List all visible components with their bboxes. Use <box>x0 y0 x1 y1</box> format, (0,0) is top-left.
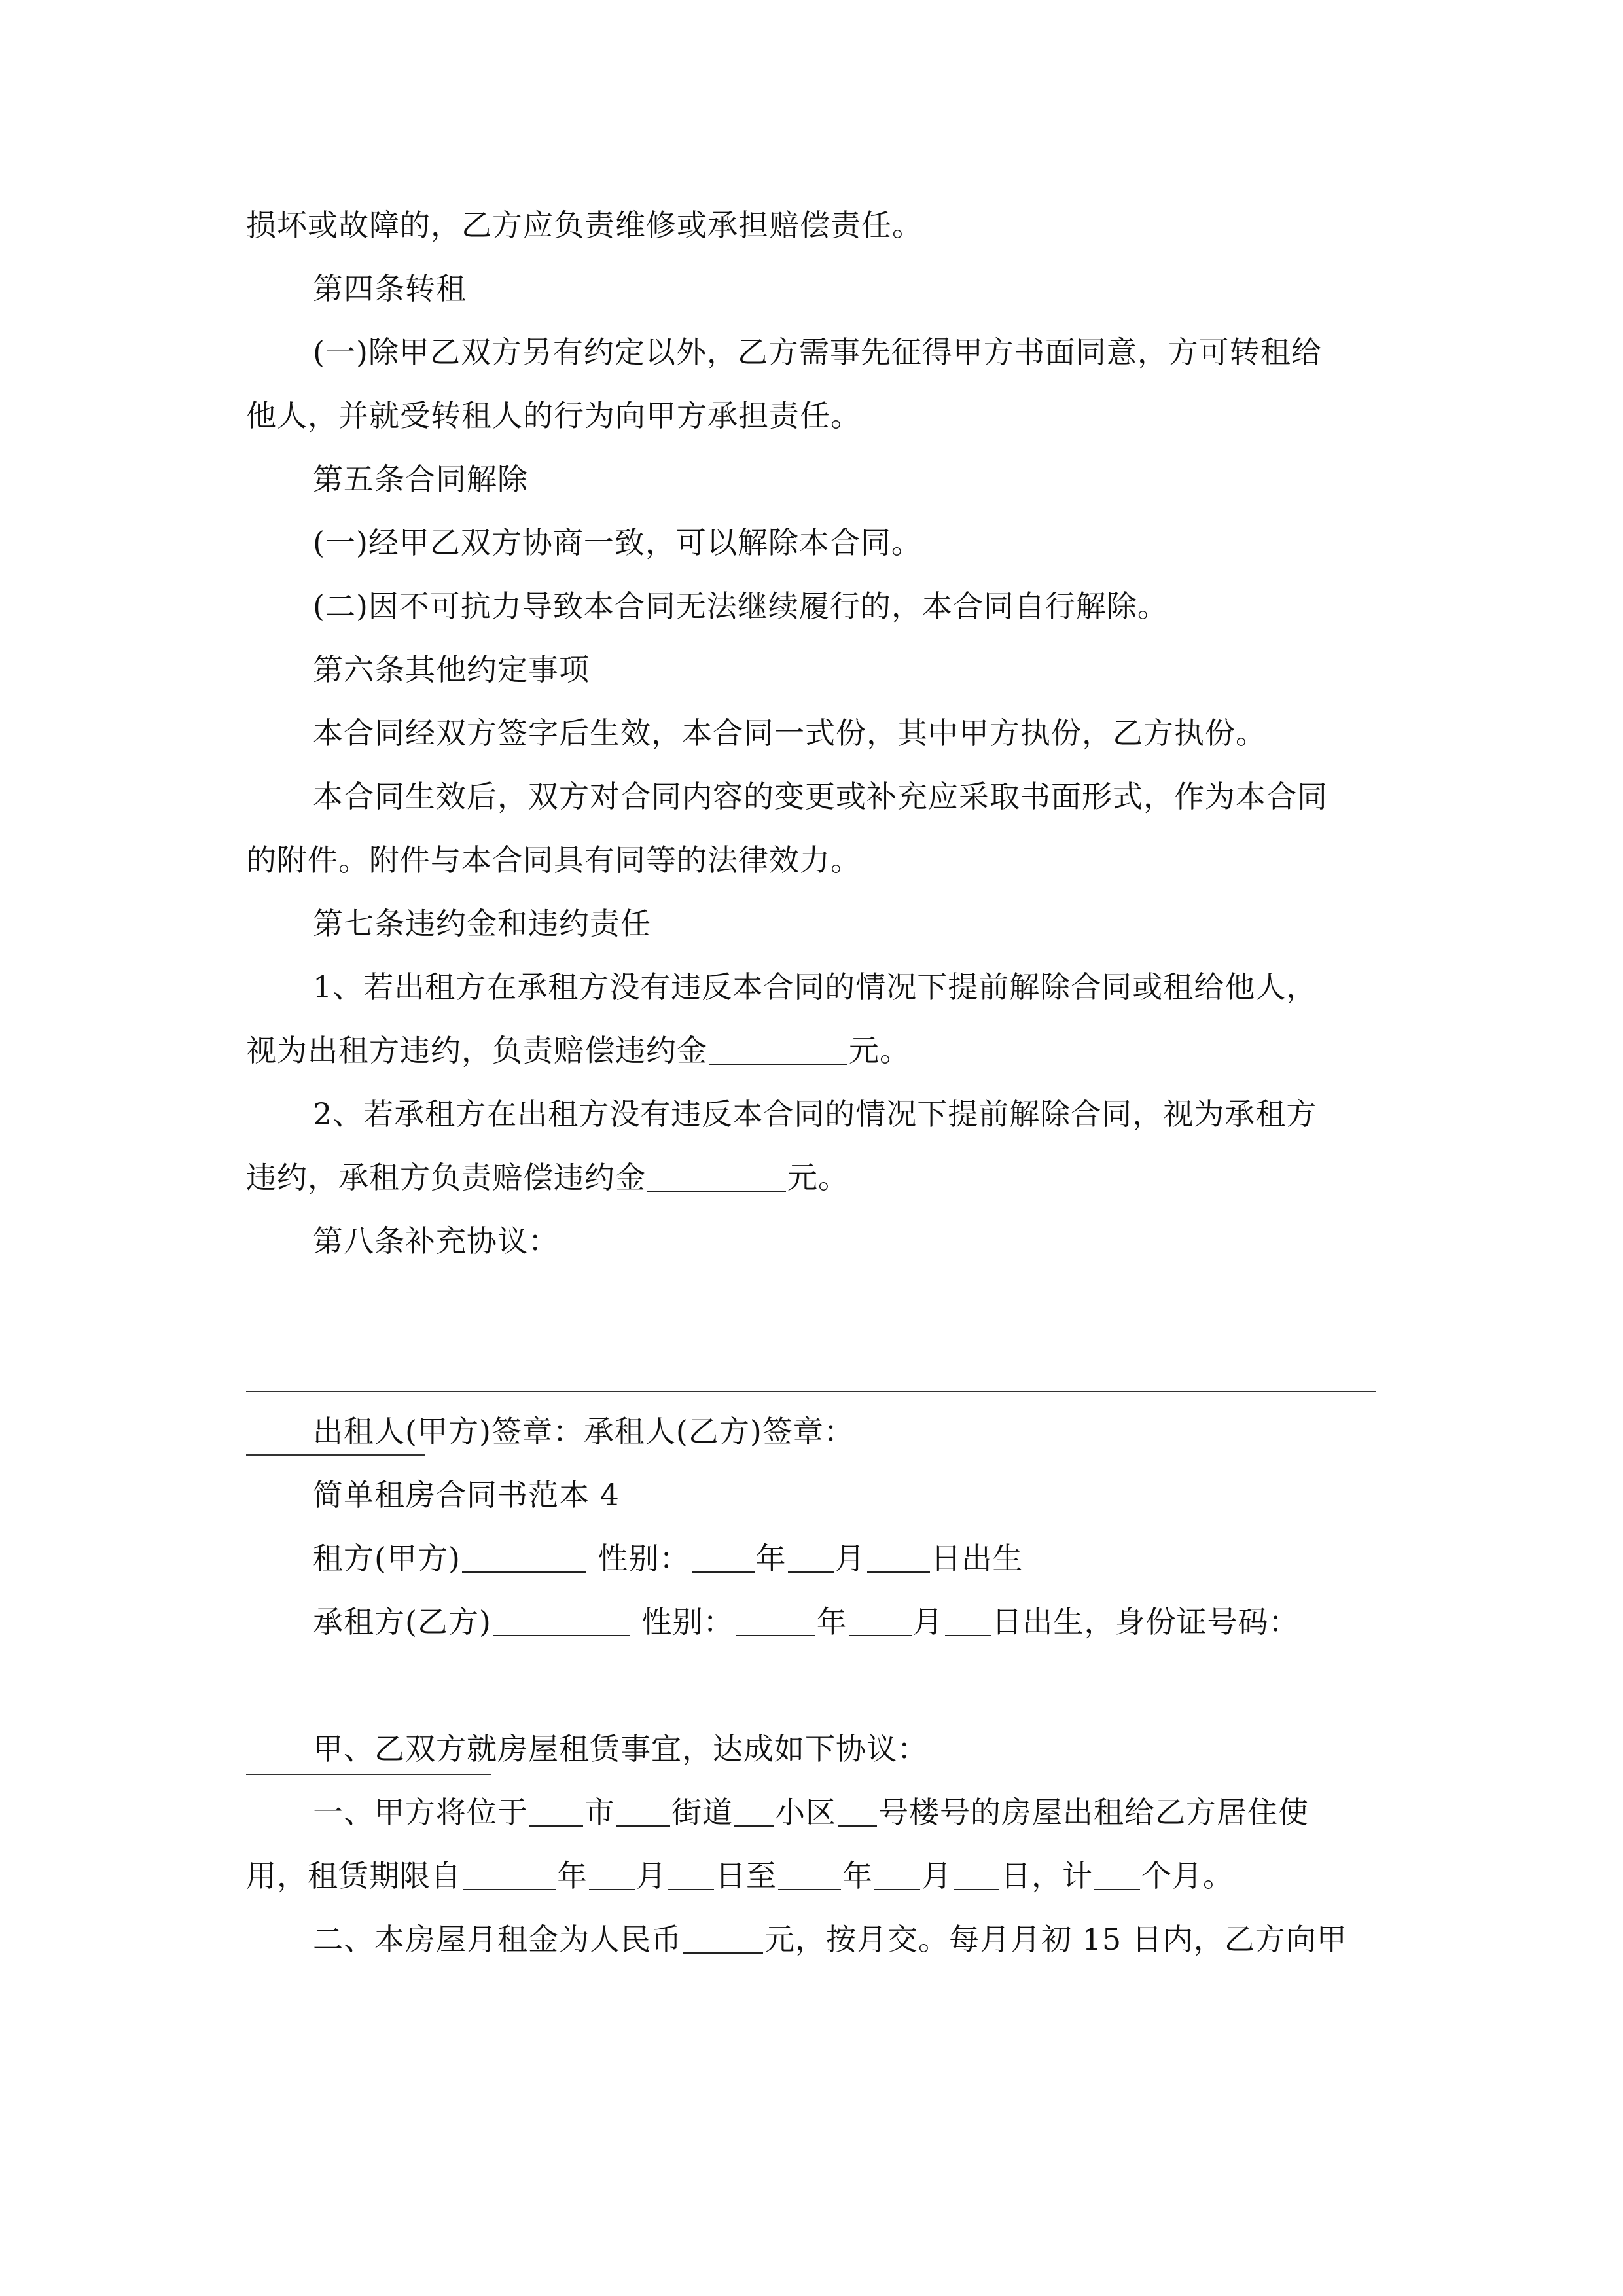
blank-space <box>246 1273 1378 1336</box>
fill-in-blank <box>778 1864 841 1890</box>
text-span: 元。 <box>849 1033 910 1068</box>
contract-body <box>246 194 1378 1971</box>
paragraph-line <box>246 1146 1378 1210</box>
text-span: 市 <box>584 1795 615 1830</box>
supplement-rule-line <box>246 1391 1376 1392</box>
paragraph-line: 本合同生效后，双方对合同内容的变更或补充应采取书面形式，作为本合同 <box>313 779 1328 814</box>
fill-in-blank <box>589 1864 635 1890</box>
text-span: 一、甲方将位于 <box>313 1795 528 1830</box>
text-span: 街道 <box>671 1795 733 1830</box>
fill-in-blank <box>874 1864 920 1890</box>
text-span: 年 <box>842 1858 873 1893</box>
paragraph-line: (一)经甲乙双方协商一致，可以解除本合同。 <box>313 525 922 560</box>
text-span: 二、本房屋月租金为人民币 <box>313 1922 682 1957</box>
fill-in-blank <box>647 1166 786 1192</box>
fill-in-blank <box>616 1801 670 1827</box>
fill-in-blank <box>849 1610 912 1636</box>
fill-in-blank <box>838 1801 877 1827</box>
section-heading: 第五条合同解除 <box>313 461 528 497</box>
paragraph-line: (一)除甲乙双方另有约定以外，乙方需事先征得甲方书面同意，方可转租给 <box>313 334 1322 370</box>
fill-in-blank <box>954 1864 999 1890</box>
paragraph-line: 2、若承租方在出租方没有违反本合同的情况下提前解除合同，视为承租方 <box>313 1096 1317 1132</box>
fill-in-blank <box>529 1801 583 1827</box>
fill-in-blank <box>692 1547 755 1573</box>
text-span: 日至 <box>715 1858 777 1893</box>
paragraph-line <box>246 1781 1378 1844</box>
paragraph-line: 甲、乙双方就房屋租赁事宜，达成如下协议： <box>313 1731 928 1767</box>
text-span: 年 <box>816 1604 847 1640</box>
fill-in-blank <box>736 1610 815 1636</box>
text-span: 小区 <box>775 1795 836 1830</box>
document-title: 简单租房合同书范本 4 <box>313 1477 620 1513</box>
section-heading: 第八条补充协议： <box>313 1223 559 1259</box>
paragraph-line <box>246 1019 1378 1083</box>
paragraph-line: 的附件。附件与本合同具有同等的法律效力。 <box>246 842 861 878</box>
section-heading: 第七条违约金和违约责任 <box>313 906 651 941</box>
text-span: 视为出租方违约，负责赔偿违约金 <box>246 1033 707 1068</box>
fill-in-blank <box>734 1801 774 1827</box>
signature-line: 出租人(甲方)签章：承租人(乙方)签章： <box>313 1414 855 1449</box>
fill-in-blank <box>493 1610 630 1636</box>
text-span: 月 <box>834 1541 866 1576</box>
text-span: 日，计 <box>1001 1858 1093 1893</box>
text-span: 用，租赁期限自 <box>246 1858 461 1893</box>
paragraph-line: 他人，并就受转租人的行为向甲方承担责任。 <box>246 398 861 433</box>
text-span: 日出生，身份证号码： <box>991 1604 1300 1640</box>
text-span: 承租方(乙方) <box>313 1604 491 1640</box>
party-b-line <box>246 1590 1378 1654</box>
fill-in-blank <box>945 1610 991 1636</box>
text-span: 月 <box>636 1858 667 1893</box>
text-span: 性别： <box>641 1604 734 1640</box>
supplement-rule-line-short <box>246 1454 425 1456</box>
fill-in-blank <box>709 1039 847 1065</box>
id-number-blank-line <box>246 1774 491 1775</box>
paragraph-line <box>246 1908 1378 1971</box>
section-heading: 第四条转租 <box>313 271 467 306</box>
paragraph-line <box>246 1844 1378 1908</box>
fill-in-blank <box>788 1547 834 1573</box>
fill-in-blank <box>683 1928 763 1954</box>
text-span: 号楼号的房屋出租给乙方居住使 <box>878 1795 1309 1830</box>
text-span: 性别： <box>597 1541 690 1576</box>
text-span: 月 <box>912 1604 944 1640</box>
text-span: 月 <box>921 1858 952 1893</box>
paragraph-line: 损坏或故障的，乙方应负责维修或承担赔偿责任。 <box>246 207 923 243</box>
fill-in-blank <box>1094 1864 1140 1890</box>
text-span: 日出生 <box>931 1541 1024 1576</box>
text-span: 违约，承租方负责赔偿违约金 <box>246 1160 646 1195</box>
paragraph-line: 1、若出租方在承租方没有违反本合同的情况下提前解除合同或租给他人， <box>313 969 1317 1005</box>
fill-in-blank <box>668 1864 714 1890</box>
text-span: 租方(甲方) <box>313 1541 461 1576</box>
fill-in-blank <box>462 1547 586 1573</box>
text-span: 个月。 <box>1141 1858 1234 1893</box>
fill-in-blank <box>867 1547 930 1573</box>
text-span: 元。 <box>787 1160 849 1195</box>
paragraph-line: (二)因不可抗力导致本合同无法继续履行的，本合同自行解除。 <box>313 588 1168 624</box>
text-span: 年 <box>557 1858 588 1893</box>
text-span: 年 <box>755 1541 787 1576</box>
party-a-line <box>246 1527 1378 1590</box>
fill-in-blank <box>463 1864 556 1890</box>
text-span: 元，按月交。每月月初 15 日内，乙方向甲 <box>764 1922 1347 1957</box>
section-heading: 第六条其他约定事项 <box>313 652 590 687</box>
paragraph-line: 本合同经双方签字后生效，本合同一式份，其中甲方执份，乙方执份。 <box>313 715 1266 751</box>
blank-space <box>246 1654 1378 1717</box>
